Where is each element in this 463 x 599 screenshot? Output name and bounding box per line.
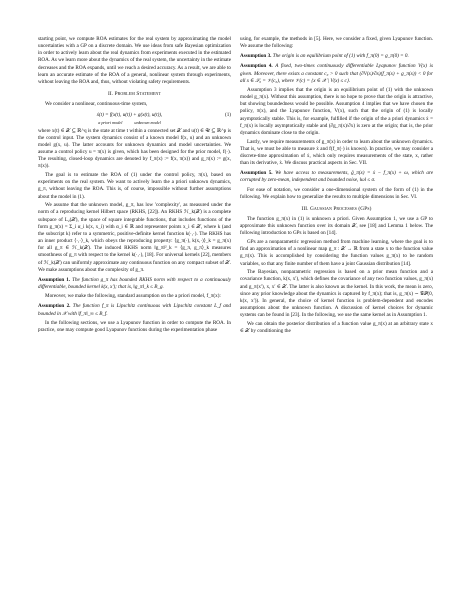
moreover-paragraph: Moreover, we make the following, standard assumption on the a priori model, f_π(x):: [45, 293, 221, 300]
assumption-3-text: The origin is an equilibrium point of (1) with f_π(0) = g_π(0) = 0.: [272, 53, 409, 60]
bayesian-paragraph: The Bayesian, nonparametric regression is based on a prior mean function and a covariance function, k(x, x′), which defines the covariance of any two function values, g_π(x) and g_π(x′), x, x′ ∈ 𝒳. The latter is also known as the kernel. In this work, the mean is zero, since any prior knowledge about the dynamics is captured by f_π(x); that is, g_π(x) ∼ 𝒢𝒫(0, k(x, x′)). In general, the choice of kernel function is problem-dependent and encodes assumptions about the unknown function. A discussion of kernel choices for dynamic systems can be found in [23]. In the following, we use the same kernel as in Assumption 1.: [240, 269, 433, 319]
assumption-1-text: The function g_π has bounded RKHS norm with respect to a continuously differentiable, bounded kernel k(x, x′); that is, ‖g_π‖_k ≤ B_g.: [38, 276, 231, 291]
consider-paragraph: We consider a nonlinear, continuous-time system,: [45, 101, 148, 108]
equation-1-label-prior: a priori model: [98, 119, 123, 125]
gp-regression-paragraph: GPs are a nonparametric regression method from machine learning, where the goal is to find an approximation of a nonlinear map g_π : 𝒳 → ℝ from a state x to the function value g_π(x). This is accomplished by considering the function values g_π(x) to be random variables, so that any finite number of them have a joint Gaussian distribution [14].: [240, 239, 433, 267]
section-heading-problem-statement: II. Problem Statement: [108, 91, 161, 98]
assumption-3: [240, 53, 433, 60]
assumption-2-text: The function f_π is Lipschitz continuous with Lipschitz constant L_f and bounded in 𝒳 with ‖f_π‖_∞ ≤ B_f.: [38, 303, 231, 317]
assumption-1-heading: Assumption 1.: [38, 276, 71, 283]
assumption-3-discussion-paragraph: Assumption 3 implies that the origin is an equilibrium point of (1) with the unknown model g_π(x). Without this assumption, there is no hope to prove that the origin is attractive, but showing boundedness would be possible. Assumption 4 implies that we have chosen the policy, π(x), and the Lyapunov function, V(x), such that the origin of (1) is locally asymptotically stable. This is, for example, fulfilled if the origin of the a priori dynamics ẋ = f_π(x) is locally asymptotically stable and (∂g_π(x)/∂x) is zero at the origin; that is, the prior dynamics dominate close to the origin.: [240, 86, 433, 136]
equation-1-label-unknown: unknown model: [134, 119, 161, 125]
goal-paragraph: The goal is to estimate the ROA of (1) under the control policy, π(x), based on experiments on the real system. We want to actively learn the a priori unknown dynamics, g_π, without leaving the ROA. This is, of course, impossible without further assumptions about the model in (1).: [38, 172, 231, 200]
assumption-4-text: A fixed, two-times continuously differentiable Lyapunov function V(x) is given. Moreover, there exists a constant c₀ > 0 such that (∂V(x)/∂x)(f_π(x) + g_π(x)) < 0 for all x ∈ 𝒮₀ = 𝒱(c₀), where 𝒱(c) = {x ∈ 𝒳 | V(x) ≤ c}.: [240, 63, 433, 84]
posterior-paragraph: We can obtain the posterior distribution of a function value g_π(x) at an arbitrary state x ∈ 𝒳 by conditioning the: [240, 321, 433, 335]
assumption-5-text: We have access to measurements, ĝ_π(x) = ẋ − f_π(x) + ω, which are corrupted by zero-mean, independent and bounded noise, ‖ω‖ ≤ σ.: [240, 170, 433, 184]
assumption-4-heading: Assumption 4.: [240, 63, 273, 70]
left-column: [38, 36, 231, 336]
following-paragraph: In the following sections, we use a Lyapunov function in order to compute the ROA. In practice, one may compute good Lyapunov functions during the experimentation phase: [38, 319, 231, 333]
equation-1-body: ẋ(t) = f(x(t), u(t)) + g(x(t), u(t)),: [96, 112, 163, 119]
where-paragraph: where x(t) ∈ 𝒳 ⊆ ℝ^q is the state at time t within a connected set 𝒳 and u(t) ∈ 𝒰 ⊆ ℝ^p is the control input. The system dynamics consist of a known model f(x, u) and an unknown model g(x, u). The latter accounts for unknown dynamics and model uncertainties. We assume a control policy u = π(x) is given, which has been designed for the prior model, f(·). The resulting, closed-loop dynamics are denoted by f_π(x) := f(x, π(x)) and g_π(x) := g(x, π(x)).: [38, 127, 231, 170]
section-heading-gaussian-processes: III. Gaussian Processes (GPs): [301, 205, 372, 212]
assumption-1: [38, 277, 231, 291]
continued-paragraph: using, for example, the methods in [5]. Here, we consider a fixed, given Lyapunov function. We assume the following:: [240, 36, 433, 50]
assumption-5-heading: Assumption 5.: [240, 170, 273, 177]
lastly-paragraph: Lastly, we require measurements of g_π(x) in order to learn about the unknown dynamics. That is, we must be able to measure ẋ and f(f_π(·) is known). In practice, we may consider a discrete-time approximation of ẋ, which only requires measurements of the state, x, rather than its derivative, ẋ. We discuss practical aspects in Sec. VII.: [240, 138, 433, 167]
assumption-2: [38, 303, 231, 317]
rkhs-paragraph: We assume that the unknown model, g_π, has low 'complexity', as measured under the norm of a reproducing kernel Hilbert space (RKHS, [22]). An RKHS ℋ_k(𝒳) is a complete subspace of L₂(𝒳), the space of square integrable functions, that includes functions of the form g_π(x) = Σ_i α_i k(x, x_i) with α_i ∈ ℝ and representer points x_i ∈ 𝒳, where k (and the subscript k) refer to a symmetric, positive-definite kernel function k(·,·). The RKHS has an inner product ⟨·,·⟩_k, which obeys the reproducing property: ⟨g_π(·), k(x,·)⟩_k = g_π(x) for all g_π ∈ ℋ_k(𝒳). The induced RKHS norm ‖g_π‖²_k = ⟨g_π, g_π⟩_k measures smoothness of g_π with respect to the kernel k(·,·), [18]. For universal kernels [22], members of ℋ_k(𝒳) can uniformly approximate any continuous function on any compact subset of 𝒳. We make assumptions about the complexity of g_π.: [38, 202, 231, 273]
equation-1: [38, 112, 231, 124]
assumption-2-heading: Assumption 2.: [38, 303, 71, 310]
notation-paragraph: For ease of notation, we consider a one-dimensional system of the form of (1) in the following. We explain how to generalize the results to multiple dimensions in Sec. VI.: [240, 186, 433, 200]
assumption-4: [240, 63, 433, 84]
right-column: [240, 36, 433, 337]
assumption-5: [240, 170, 433, 184]
intro-paragraph: starting point, we compute ROA estimates for the real system by approximating the model uncertainties with a GP on a discrete domain. We use ideas from safe Bayesian optimization in order to actively learn about the real dynamics from experiments executed in the estimated ROA. As we learn more about the dynamics of the real system, the uncertainty in the estimate decreases and the ROA expands, until we reach a desired accuracy. As a result, we are able to learn an accurate estimate of the ROA of a general, nonlinear system through experiments, without leaving the ROA and, thus, without violating safety requirements.: [38, 36, 232, 85]
assumption-3-heading: Assumption 3.: [240, 53, 272, 60]
gp-function-paragraph: The function g_π(x) in (1) is unknown a priori. Given Assumption 1, we use a GP to approximate this unknown function over its domain 𝒳, see [18] and Lemma 1 below. The following introduction to GPs is based on [14].: [240, 216, 433, 237]
equation-1-number: (1): [225, 112, 231, 119]
